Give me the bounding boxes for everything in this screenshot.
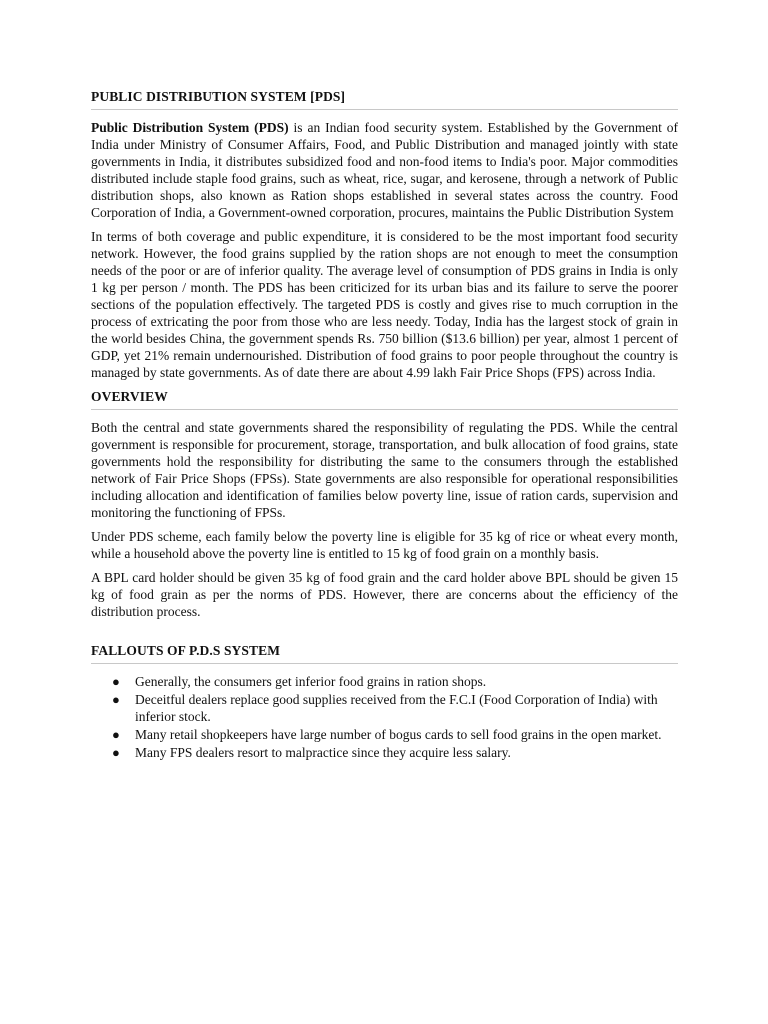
list-item [91,744,678,761]
section-heading-overview: OVERVIEW [91,388,678,410]
section-heading-pds: PUBLIC DISTRIBUTION SYSTEM [PDS] [91,88,678,110]
list-item-text: Many retail shopkeepers have large number of bogus cards to sell food grains in the open market. [135,727,662,742]
bullet-icon: ● [112,727,120,742]
bullet-icon: ● [112,674,120,689]
list-item [91,673,678,690]
overview-paragraph-1: Both the central and state governments shared the responsibility of regulating the PDS. While the central government is responsible for procurement, storage, transportation, and bulk allocation of food grains, state governments hold the responsibility for distributing the same to the consumers through the established network of Fair Price Shops (FPSs). State governments are also responsible for operational responsibilities including allocation and identification of families below poverty line, issue of ration cards, supervision and monitoring the functioning of FPSs. [91,420,678,520]
section-heading-fallouts: FALLOUTS OF P.D.S SYSTEM [91,642,678,664]
list-item-text: Deceitful dealers replace good supplies received from the F.C.I (Food Corporation of India) with inferior stock. [135,692,658,724]
list-item [91,726,678,743]
pds-paragraph-1-text: is an Indian food security system. Established by the Government of India under Ministry of Consumer Affairs, Food, and Public Distribution and managed jointly with state governments in India, it distributes subsidized food and non-food items to India's poor. Major commodities distributed include staple food grains, such as wheat, rice, sugar, and kerosene, through a network of Public distribution shops, also known as Ration shops established in several states across the country. Food Corporation of India, a Government-owned corporation, procures, maintains the Public Distribution System [91,120,678,220]
bullet-icon: ● [112,745,120,760]
document-page [91,88,678,762]
section-spacer [91,627,678,642]
list-item-text: Generally, the consumers get inferior food grains in ration shops. [135,674,487,689]
list-item-text: Many FPS dealers resort to malpractice since they acquire less salary. [135,745,511,760]
pds-paragraph-2: In terms of both coverage and public expenditure, it is considered to be the most important food security network. However, the food grains supplied by the ration shops are not enough to meet the consumption needs of the poor or are of inferior quality. The average level of consumption of PDS grains in India is only 1 kg per person / month. The PDS has been criticized for its urban bias and its failure to serve the poorer sections of the population effectively. The targeted PDS is costly and gives rise to much corruption in the process of extricating the poor from those who are less needy. Today, India has the largest stock of grain in the world besides China, the government spends Rs. 750 billion ($13.6 billion) per year, almost 1 percent of GDP, yet 21% remain undernourished. Distribution of food grains to poor people throughout the country is managed by state governments. As of date there are about 4.99 lakh Fair Price Shops (FPS) across India. [91,229,678,380]
pds-paragraph-1 [91,119,678,221]
bullet-icon: ● [112,692,120,707]
fallouts-list [91,673,678,761]
pds-lead-term: Public Distribution System (PDS) [91,120,289,135]
list-item [91,691,678,725]
overview-paragraph-2: Under PDS scheme, each family below the poverty line is eligible for 35 kg of rice or wheat every month, while a household above the poverty line is entitled to 15 kg of food grain on a monthly basis. [91,529,678,561]
overview-paragraph-3: A BPL card holder should be given 35 kg of food grain and the card holder above BPL should be given 15 kg of food grain as per the norms of PDS. However, there are concerns about the efficiency of the distribution process. [91,570,678,619]
